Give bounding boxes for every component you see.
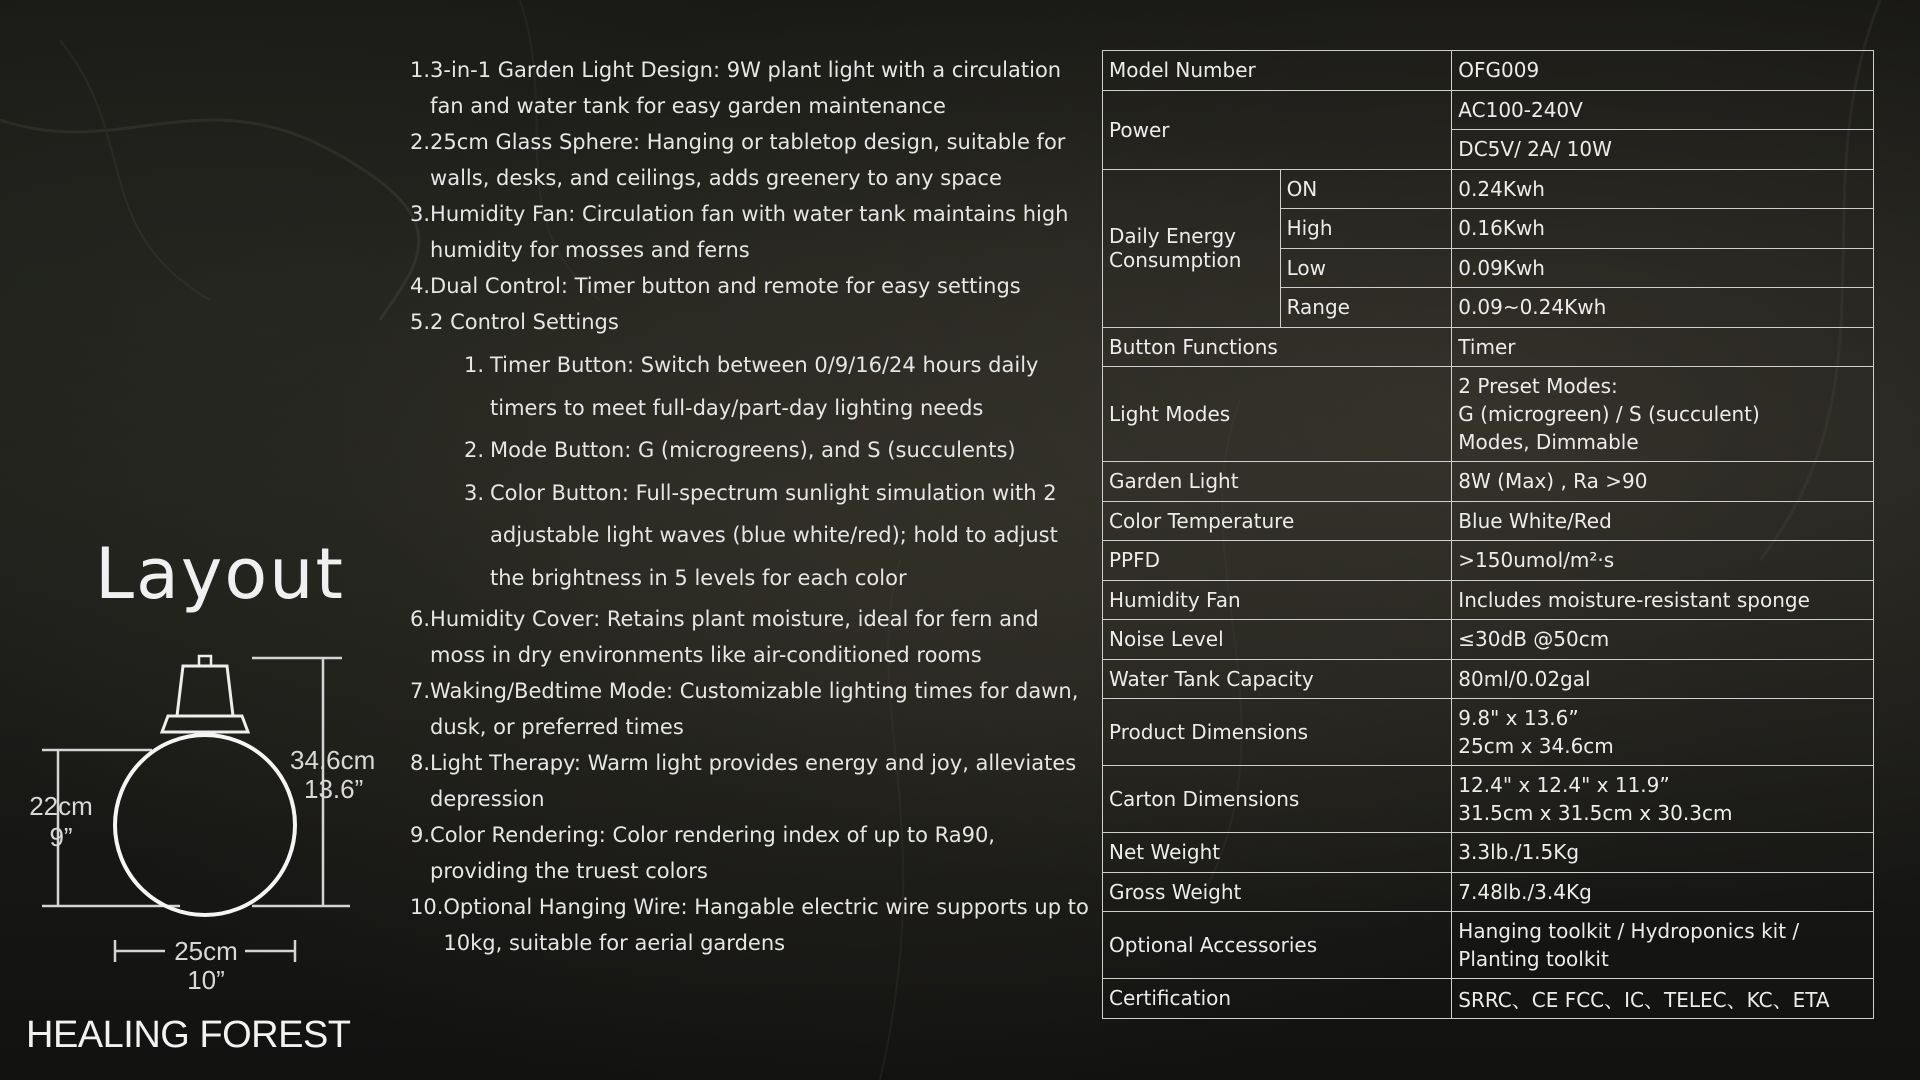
spec-label: Humidity Fan <box>1103 580 1452 620</box>
feature-text: Dual Control: Timer button and remote for easy settings <box>430 274 1021 298</box>
spec-label: Optional Accessories <box>1103 912 1452 979</box>
width-cm-label: 25cm <box>174 936 238 966</box>
spec-value-line: 25cm x 34.6cm <box>1458 734 1614 758</box>
feature-item <box>410 745 1090 817</box>
feature-item <box>410 124 1090 196</box>
spec-value: >150umol/m²·s <box>1452 541 1874 581</box>
spec-label: Noise Level <box>1103 620 1452 660</box>
setting-number: 3. <box>464 480 485 505</box>
feature-item <box>410 817 1090 889</box>
spec-value: SRRC、CE FCC、IC、TELEC、KC、ETA <box>1452 979 1874 1019</box>
spec-value: 8W (Max) , Ra >90 <box>1452 462 1874 502</box>
spec-value: ≤30dB @50cm <box>1452 620 1874 660</box>
feature-number: 6. <box>410 607 431 631</box>
spec-value: 0.24Kwh <box>1452 169 1874 209</box>
spec-row-ppfd <box>1103 541 1874 581</box>
spec-value <box>1452 766 1874 833</box>
height-cm-label: 34.6cm <box>290 745 376 775</box>
layout-title: Layout <box>95 533 345 615</box>
spec-value: AC100-240V <box>1452 90 1874 130</box>
product-dimension-diagram <box>20 640 400 990</box>
brand-logo-text: HEALING FOREST <box>26 1014 351 1056</box>
feature-item <box>410 601 1090 673</box>
spec-value: 3.3lb./1.5Kg <box>1452 833 1874 873</box>
setting-number: 1. <box>464 353 485 377</box>
spec-row-gross-weight <box>1103 872 1874 912</box>
spec-value: 80ml/0.02gal <box>1452 659 1874 699</box>
feature-item <box>410 673 1090 745</box>
spec-label: Water Tank Capacity <box>1103 659 1452 699</box>
spec-row-optional-accessories <box>1103 912 1874 979</box>
control-setting-item <box>464 429 1090 472</box>
spec-row-light-modes <box>1103 367 1874 462</box>
spec-label: Daily Energy Consumption <box>1103 169 1281 327</box>
spec-sublabel: Range <box>1280 288 1452 328</box>
spec-label: Product Dimensions <box>1103 699 1452 766</box>
spec-value <box>1452 912 1874 979</box>
spec-row-water-tank <box>1103 659 1874 699</box>
spec-value: 0.09~0.24Kwh <box>1452 288 1874 328</box>
feature-text: 2 Control Settings <box>430 310 619 334</box>
spec-value-line: 12.4" x 12.4" x 11.9” <box>1458 773 1670 797</box>
spec-label: Color Temperature <box>1103 501 1452 541</box>
feature-number: 5. <box>410 310 431 334</box>
spec-row-noise-level <box>1103 620 1874 660</box>
spec-label: Net Weight <box>1103 833 1452 873</box>
setting-text: Mode Button: G (microgreens), and S (succulents) <box>490 438 1016 462</box>
spec-label: Gross Weight <box>1103 872 1452 912</box>
spec-row-power <box>1103 90 1874 130</box>
spec-row-energy-on <box>1103 169 1874 209</box>
spec-label: Power <box>1103 90 1452 169</box>
spec-label: Carton Dimensions <box>1103 766 1452 833</box>
spec-value: DC5V/ 2A/ 10W <box>1452 130 1874 170</box>
spec-value: Blue White/Red <box>1452 501 1874 541</box>
feature-item <box>410 196 1090 268</box>
spec-label: Light Modes <box>1103 367 1452 462</box>
feature-number: 3. <box>410 202 431 226</box>
control-settings-list <box>464 344 1090 599</box>
feature-text: Color Rendering: Color rendering index of up to Ra90, providing the truest colors <box>430 823 995 883</box>
spec-row-certification <box>1103 979 1874 1019</box>
feature-number: 8. <box>410 751 431 775</box>
spec-value <box>1452 699 1874 766</box>
feature-number: 4. <box>410 274 431 298</box>
spec-value: Timer <box>1452 327 1874 367</box>
spec-value: Includes moisture-resistant sponge <box>1452 580 1874 620</box>
feature-item <box>410 52 1090 124</box>
feature-text: Light Therapy: Warm light provides energy and joy, alleviates depression <box>430 751 1077 811</box>
spec-row-product-dimensions <box>1103 699 1874 766</box>
height-in-label: 13.6” <box>304 774 364 804</box>
spec-value: 0.09Kwh <box>1452 248 1874 288</box>
spec-value: OFG009 <box>1452 51 1874 91</box>
feature-number: 9. <box>410 823 431 847</box>
sphere-cm-label: 22cm <box>29 791 93 821</box>
feature-text: 3-in-1 Garden Light Design: 9W plant light with a circulation fan and water tank for easy garden maintenance <box>430 58 1062 118</box>
spec-value: 7.48lb./3.4Kg <box>1452 872 1874 912</box>
spec-value-line: 31.5cm x 31.5cm x 30.3cm <box>1458 801 1733 825</box>
spec-value: 0.16Kwh <box>1452 209 1874 249</box>
feature-text: Optional Hanging Wire: Hangable electric wire supports up to 10kg, suitable for aerial gardens <box>443 895 1089 955</box>
spec-row-net-weight <box>1103 833 1874 873</box>
spec-sublabel: Low <box>1280 248 1452 288</box>
feature-text: 25cm Glass Sphere: Hanging or tabletop design, suitable for walls, desks, and ceilings, adds greenery to any space <box>430 130 1066 190</box>
spec-label: Button Functions <box>1103 327 1452 367</box>
spec-table <box>1102 50 1874 1019</box>
spec-label: Certification <box>1103 979 1452 1019</box>
spec-label: Model Number <box>1103 51 1452 91</box>
feature-number: 2. <box>410 130 431 154</box>
spec-row-carton-dimensions <box>1103 766 1874 833</box>
feature-list <box>410 52 1090 961</box>
spec-value <box>1452 367 1874 462</box>
feature-number: 10. <box>410 895 444 919</box>
width-in-label: 10” <box>187 965 225 990</box>
spec-value-line: Hanging toolkit / Hydroponics kit / <box>1458 919 1800 943</box>
spec-value-line: G (microgreen) / S (succulent) <box>1458 402 1760 426</box>
spec-sublabel: High <box>1280 209 1452 249</box>
spec-row-button-functions <box>1103 327 1874 367</box>
control-setting-item <box>464 344 1090 429</box>
spec-value-line: Planting toolkit <box>1458 947 1609 971</box>
feature-number: 7. <box>410 679 431 703</box>
feature-text: Waking/Bedtime Mode: Customizable lighting times for dawn, dusk, or preferred times <box>430 679 1079 739</box>
setting-text: Timer Button: Switch between 0/9/16/24 hours daily timers to meet full-day/part-day lighting needs <box>490 353 1039 420</box>
spec-value-line: 2 Preset Modes: <box>1458 374 1618 398</box>
spec-value-line: Modes, Dimmable <box>1458 430 1639 454</box>
spec-row-color-temperature <box>1103 501 1874 541</box>
spec-row-model-number <box>1103 51 1874 91</box>
feature-item <box>410 889 1090 961</box>
setting-number: 2. <box>464 438 485 462</box>
feature-number: 1. <box>410 58 431 82</box>
setting-text: Color Button: Full-spectrum sunlight simulation with 2 adjustable light waves (blue white/red); hold to adjust the brightness in 5 levels for each color <box>490 480 1058 590</box>
feature-item <box>410 268 1090 304</box>
spec-label: PPFD <box>1103 541 1452 581</box>
feature-text: Humidity Cover: Retains plant moisture, ideal for fern and moss in dry environments like air-conditioned rooms <box>430 607 1039 667</box>
spec-sublabel: ON <box>1280 169 1452 209</box>
spec-value-line: 9.8" x 13.6” <box>1458 706 1579 730</box>
feature-item <box>410 304 1090 340</box>
spec-row-humidity-fan <box>1103 580 1874 620</box>
feature-text: Humidity Fan: Circulation fan with water tank maintains high humidity for mosses and ferns <box>430 202 1069 262</box>
spec-row-garden-light <box>1103 462 1874 502</box>
spec-label: Garden Light <box>1103 462 1452 502</box>
sphere-in-label: 9” <box>49 822 73 852</box>
control-setting-item <box>464 472 1090 600</box>
